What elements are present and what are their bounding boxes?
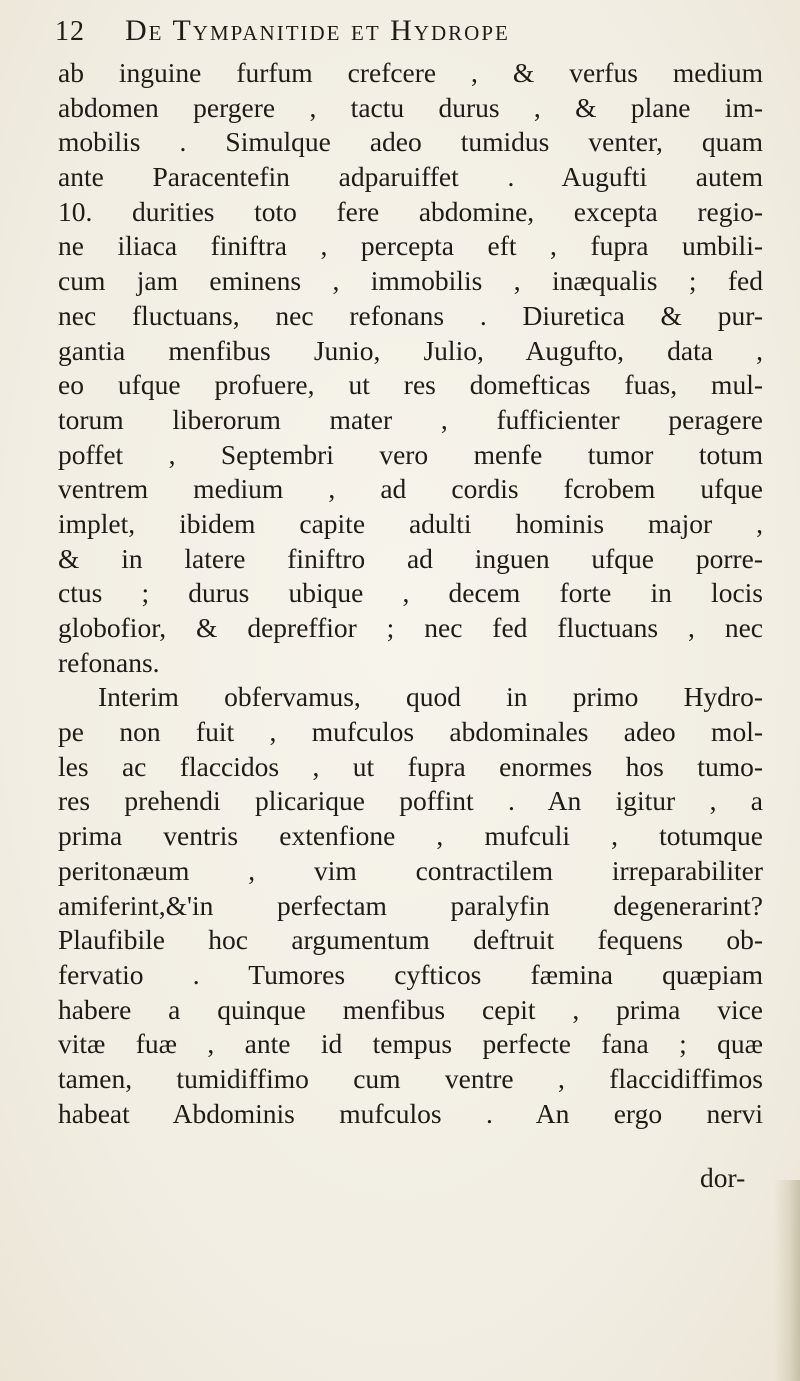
text-line: abdomen pergere , tactu durus , & plane im- bbox=[58, 91, 763, 123]
text-line: habeat Abdominis mufculos . An ergo nervi bbox=[58, 1097, 763, 1129]
body-text bbox=[58, 56, 763, 1131]
text-line: torum liberorum mater , fufficienter peragere bbox=[58, 403, 763, 435]
text-line: vitæ fuæ , ante id tempus perfecte fana ; quæ bbox=[58, 1028, 763, 1060]
text-line: amiferint,&'in perfectam paralyfin degenerarint? bbox=[58, 889, 763, 921]
page-number: 12 bbox=[55, 16, 85, 47]
catchword: dor- bbox=[700, 1162, 746, 1193]
paragraph-end-line: refonans. bbox=[58, 646, 160, 678]
text-line: ante Paracentefin adparuiffet . Augufti autem bbox=[58, 161, 763, 193]
text-line: cum jam eminens , immobilis , inæqualis ; fed bbox=[58, 265, 763, 297]
text-line: tamen, tumidiffimo cum ventre , flaccidiffimos bbox=[58, 1062, 763, 1094]
text-line: ctus ; durus ubique , decem forte in locis bbox=[58, 577, 763, 609]
text-line: Plaufibile hoc argumentum deftruit fequens ob- bbox=[58, 924, 763, 956]
text-line: prima ventris extenfione , mufculi , totumque bbox=[58, 820, 763, 852]
text-line: peritonæum , vim contractilem irreparabiliter bbox=[58, 854, 763, 886]
text-line: ne iliaca finiftra , percepta eft , fupra umbili- bbox=[58, 230, 763, 262]
paragraph-start-line: Interim obfervamus, quod in primo Hydro- bbox=[98, 681, 763, 713]
text-line: nec fluctuans, nec refonans . Diuretica & pur- bbox=[58, 299, 763, 331]
text-line: ab inguine furfum crefcere , & verfus medium bbox=[58, 57, 763, 88]
text-line: pe non fuit , mufculos abdominales adeo mol- bbox=[58, 716, 763, 748]
text-line: habere a quinque menfibus cepit , prima vice bbox=[58, 993, 763, 1025]
running-title: De Tympanitide et Hydrope bbox=[125, 14, 510, 47]
text-line: poffet , Septembri vero menfe tumor totum bbox=[58, 438, 763, 470]
text-line: mobilis . Simulque adeo tumidus venter, quam bbox=[58, 126, 763, 158]
text-line: gantia menfibus Junio, Julio, Augufto, data , bbox=[58, 334, 763, 366]
paper-edge-shading bbox=[774, 1180, 800, 1381]
text-line: res prehendi plicarique poffint . An igitur , a bbox=[58, 785, 763, 817]
text-line: fervatio . Tumores cyfticos fæmina quæpiam bbox=[58, 958, 763, 990]
text-line: implet, ibidem capite adulti hominis major , bbox=[58, 507, 763, 539]
text-line: eo ufque profuere, ut res domefticas fuas, mul- bbox=[58, 369, 763, 401]
text-line: 10. durities toto fere abdomine, excepta regio- bbox=[58, 195, 763, 227]
text-line: globofior, & depreffior ; nec fed fluctuans , nec bbox=[58, 612, 763, 643]
text-line: ventrem medium , ad cordis fcrobem ufque bbox=[58, 473, 763, 505]
running-head bbox=[55, 10, 755, 58]
text-line: les ac flaccidos , ut fupra enormes hos tumo- bbox=[58, 750, 763, 782]
text-line: & in latere finiftro ad inguen ufque porre- bbox=[58, 542, 763, 574]
